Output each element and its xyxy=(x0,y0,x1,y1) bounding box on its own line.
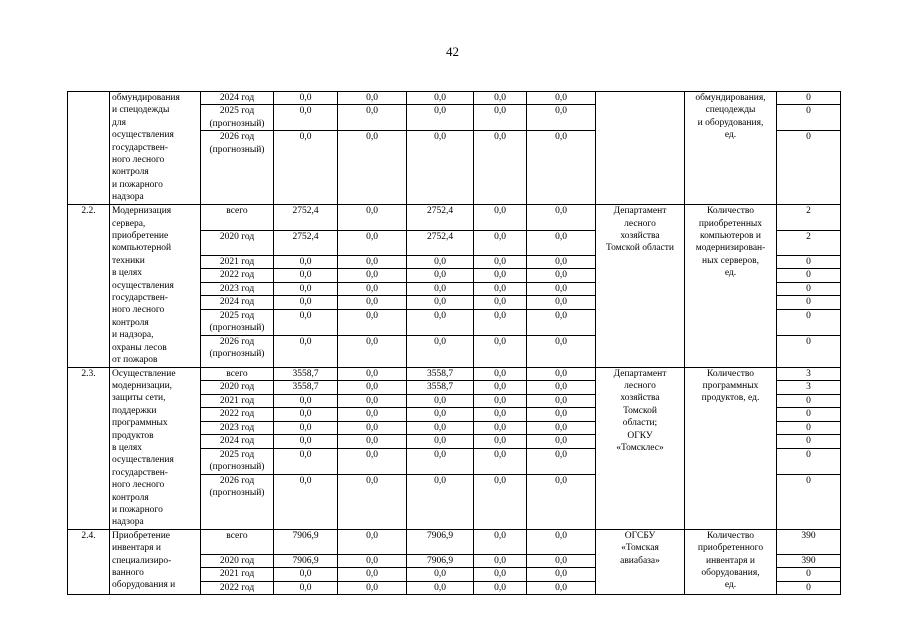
year-line: (прогнозный) xyxy=(209,462,265,473)
item-name-line: компьютерной xyxy=(112,243,172,254)
federal-amount: 0,0 xyxy=(338,205,407,230)
regional-amount: 2752,4 xyxy=(407,205,474,230)
local-amount: 0,0 xyxy=(474,282,527,296)
indicator-line: и оборудования, xyxy=(697,117,764,128)
item-name-line: государствен- xyxy=(112,467,168,478)
year-line: 2026 год xyxy=(219,476,255,486)
total-amount: 0,0 xyxy=(274,475,338,530)
local-amount: 0,0 xyxy=(474,269,527,283)
year-line: всего xyxy=(226,368,248,379)
federal-amount: 0,0 xyxy=(338,421,407,435)
item-name-line: от пожаров xyxy=(112,355,158,366)
total-amount: 0,0 xyxy=(274,408,338,422)
result-value: 2 xyxy=(777,205,841,230)
executor-line: Департамент xyxy=(613,206,667,217)
indicator-line: ед. xyxy=(724,580,737,591)
regional-amount: 7906,9 xyxy=(407,529,474,554)
executor-line: ОГКУ xyxy=(627,430,653,441)
item-name-line: поддержки xyxy=(112,405,157,416)
local-amount: 0,0 xyxy=(474,554,527,567)
item-name-line: осуществления xyxy=(112,280,174,291)
local-amount: 0,0 xyxy=(474,581,527,594)
federal-amount: 0,0 xyxy=(338,381,407,395)
regional-amount: 0,0 xyxy=(407,421,474,435)
regional-amount: 0,0 xyxy=(407,435,474,449)
extrabudget-amount: 0,0 xyxy=(527,475,596,530)
year-cell xyxy=(201,529,274,554)
extrabudget-amount: 0,0 xyxy=(527,408,596,422)
item-name-line: и надзора, xyxy=(112,330,154,341)
local-amount: 0,0 xyxy=(474,131,527,205)
total-amount: 0,0 xyxy=(274,282,338,296)
regional-amount: 0,0 xyxy=(407,92,474,105)
item-number xyxy=(68,92,110,205)
year-line: (прогнозный) xyxy=(209,118,265,129)
page-number: 42 xyxy=(446,44,459,59)
federal-amount: 0,0 xyxy=(338,255,407,269)
item-name-line: продуктов xyxy=(112,430,154,441)
extrabudget-amount: 0,0 xyxy=(527,394,596,408)
indicator-line: инвентаря и xyxy=(706,555,755,566)
item-name-line: надзора xyxy=(112,192,144,203)
executor-line: авиабаза» xyxy=(620,555,660,566)
federal-amount: 0,0 xyxy=(338,554,407,567)
local-amount: 0,0 xyxy=(474,336,527,367)
local-amount: 0,0 xyxy=(474,421,527,435)
extrabudget-amount: 0,0 xyxy=(527,92,596,105)
year-line: 2024 год xyxy=(219,297,255,308)
extrabudget-amount: 0,0 xyxy=(527,529,596,554)
result-value: 390 xyxy=(777,529,841,554)
result-value: 0 xyxy=(777,282,841,296)
executor-cell xyxy=(596,205,685,367)
year-line: всего xyxy=(226,206,248,217)
item-number: 2.3. xyxy=(68,367,110,529)
item-name-line: ного лесного xyxy=(112,155,165,166)
item-name-line: контроля xyxy=(112,492,149,503)
extrabudget-amount: 0,0 xyxy=(527,131,596,205)
extrabudget-amount: 0,0 xyxy=(527,554,596,567)
indicator-cell xyxy=(685,205,777,367)
extrabudget-amount: 0,0 xyxy=(527,309,596,335)
year-line: 2020 год xyxy=(219,231,255,242)
item-name-line: и пожарного xyxy=(112,179,163,190)
indicator-cell xyxy=(685,367,777,529)
federal-amount: 0,0 xyxy=(338,408,407,422)
indicator-line: компьютеров и xyxy=(700,231,761,242)
table-row xyxy=(68,367,841,381)
regional-amount: 0,0 xyxy=(407,448,474,474)
executor-line: Томской области xyxy=(606,243,674,254)
year-line: (прогнозный) xyxy=(209,144,265,155)
item-name-line: государствен- xyxy=(112,142,168,153)
item-name-line: техники xyxy=(112,255,145,266)
regional-amount: 2752,4 xyxy=(407,230,474,255)
regional-amount: 0,0 xyxy=(407,296,474,310)
year-line: 2024 год xyxy=(219,93,255,103)
local-amount: 0,0 xyxy=(474,309,527,335)
local-amount: 0,0 xyxy=(474,296,527,310)
item-name-line: Модернизация xyxy=(112,206,172,217)
total-amount: 0,0 xyxy=(274,581,338,594)
year-line: 2021 год xyxy=(219,569,255,580)
year-cell xyxy=(201,309,274,335)
year-line: 2025 год xyxy=(219,449,255,460)
local-amount: 0,0 xyxy=(474,435,527,449)
item-number: 2.2. xyxy=(68,205,110,367)
year-line: (прогнозный) xyxy=(209,488,265,499)
table-row xyxy=(68,529,841,554)
item-name-line: охраны лесов xyxy=(112,342,167,353)
result-value: 0 xyxy=(777,131,841,205)
local-amount: 0,0 xyxy=(474,475,527,530)
item-name xyxy=(110,367,201,529)
item-name xyxy=(110,529,201,594)
year-line: 2021 год xyxy=(219,395,255,406)
year-cell xyxy=(201,435,274,449)
total-amount: 2752,4 xyxy=(274,230,338,255)
local-amount: 0,0 xyxy=(474,381,527,395)
item-name-line: Приобретение xyxy=(112,530,170,541)
federal-amount: 0,0 xyxy=(338,529,407,554)
year-line: 2022 год xyxy=(219,409,255,420)
item-name xyxy=(110,205,201,367)
regional-amount: 0,0 xyxy=(407,269,474,283)
indicator-line: оборудования, xyxy=(701,568,760,578)
regional-amount: 0,0 xyxy=(407,475,474,530)
total-amount: 0,0 xyxy=(274,309,338,335)
year-line: 2023 год xyxy=(219,283,255,294)
year-line: 2024 год xyxy=(219,436,255,447)
indicator-cell xyxy=(685,92,777,205)
year-cell xyxy=(201,381,274,395)
item-name-line: оборудования и xyxy=(112,580,176,591)
executor-line: Томской xyxy=(623,405,657,416)
total-amount: 2752,4 xyxy=(274,205,338,230)
item-name-line: специализиро- xyxy=(112,555,172,566)
regional-amount: 7906,9 xyxy=(407,554,474,567)
result-value: 0 xyxy=(777,448,841,474)
local-amount: 0,0 xyxy=(474,408,527,422)
regional-amount: 0,0 xyxy=(407,408,474,422)
item-name-line: в целях xyxy=(112,268,143,279)
total-amount: 0,0 xyxy=(274,269,338,283)
indicator-line: Количество xyxy=(706,530,755,541)
activity-funding-table xyxy=(67,91,841,595)
federal-amount: 0,0 xyxy=(338,131,407,205)
indicator-cell xyxy=(685,529,777,594)
year-cell xyxy=(201,255,274,269)
extrabudget-amount: 0,0 xyxy=(527,421,596,435)
table-row xyxy=(68,205,841,230)
result-value: 0 xyxy=(777,421,841,435)
result-value: 0 xyxy=(777,408,841,422)
item-name-line: осуществления xyxy=(112,455,174,466)
result-value: 0 xyxy=(777,336,841,367)
item-name-line: модернизации, xyxy=(112,380,173,391)
extrabudget-amount: 0,0 xyxy=(527,230,596,255)
local-amount: 0,0 xyxy=(474,230,527,255)
federal-amount: 0,0 xyxy=(338,568,407,581)
regional-amount: 0,0 xyxy=(407,336,474,367)
year-cell xyxy=(201,581,274,594)
year-cell xyxy=(201,394,274,408)
regional-amount: 3558,7 xyxy=(407,367,474,381)
total-amount: 3558,7 xyxy=(274,367,338,381)
item-name-line: и спецодежды xyxy=(112,105,170,116)
result-value: 0 xyxy=(777,394,841,408)
result-value: 0 xyxy=(777,568,841,581)
extrabudget-amount: 0,0 xyxy=(527,448,596,474)
year-cell xyxy=(201,421,274,435)
total-amount: 0,0 xyxy=(274,336,338,367)
indicator-line: спецодежды xyxy=(705,105,756,116)
indicator-line: обмундирования, xyxy=(695,93,766,103)
local-amount: 0,0 xyxy=(474,568,527,581)
year-cell xyxy=(201,92,274,105)
federal-amount: 0,0 xyxy=(338,282,407,296)
federal-amount: 0,0 xyxy=(338,92,407,105)
table-body xyxy=(68,92,841,595)
year-line: 2020 год xyxy=(219,382,255,393)
indicator-line: продуктов, ед. xyxy=(701,393,760,404)
local-amount: 0,0 xyxy=(474,92,527,105)
year-line: (прогнозный) xyxy=(209,323,265,334)
year-cell xyxy=(201,448,274,474)
extrabudget-amount: 0,0 xyxy=(527,255,596,269)
indicator-line: ед. xyxy=(724,130,737,141)
local-amount: 0,0 xyxy=(474,448,527,474)
item-name xyxy=(110,92,201,205)
indicator-line: программных xyxy=(702,380,759,391)
result-value: 2 xyxy=(777,230,841,255)
result-value: 0 xyxy=(777,269,841,283)
indicator-line: приобретенного xyxy=(697,543,764,554)
total-amount: 0,0 xyxy=(274,421,338,435)
executor-line: хозяйства xyxy=(620,231,660,242)
executor-line: области; xyxy=(622,418,658,429)
item-name-line: инвентаря и xyxy=(112,543,161,554)
item-name-line: программных xyxy=(112,418,168,429)
executor-line: «Томская xyxy=(621,543,659,554)
item-name-line: ного лесного xyxy=(112,480,165,491)
item-name-line: Осуществление xyxy=(112,368,176,379)
local-amount: 0,0 xyxy=(474,205,527,230)
executor-line: лесного xyxy=(624,380,656,391)
year-cell xyxy=(201,554,274,567)
federal-amount: 0,0 xyxy=(338,394,407,408)
local-amount: 0,0 xyxy=(474,529,527,554)
result-value: 0 xyxy=(777,475,841,530)
year-line: 2022 год xyxy=(219,582,255,593)
table-row xyxy=(68,92,841,105)
total-amount: 0,0 xyxy=(274,255,338,269)
item-name-line: и пожарного xyxy=(112,504,163,515)
federal-amount: 0,0 xyxy=(338,475,407,530)
total-amount: 0,0 xyxy=(274,296,338,310)
result-value: 390 xyxy=(777,554,841,567)
extrabudget-amount: 0,0 xyxy=(527,282,596,296)
result-value: 0 xyxy=(777,435,841,449)
total-amount: 0,0 xyxy=(274,131,338,205)
year-cell xyxy=(201,475,274,530)
total-amount: 0,0 xyxy=(274,435,338,449)
executor-line: лесного xyxy=(624,218,656,229)
regional-amount: 0,0 xyxy=(407,131,474,205)
extrabudget-amount: 0,0 xyxy=(527,435,596,449)
regional-amount: 0,0 xyxy=(407,282,474,296)
year-cell xyxy=(201,230,274,255)
item-name-line: надзора xyxy=(112,517,144,528)
year-line: всего xyxy=(226,530,248,541)
year-cell xyxy=(201,296,274,310)
local-amount: 0,0 xyxy=(474,105,527,131)
year-cell xyxy=(201,568,274,581)
item-name-line: контроля xyxy=(112,167,149,178)
total-amount: 0,0 xyxy=(274,394,338,408)
federal-amount: 0,0 xyxy=(338,448,407,474)
federal-amount: 0,0 xyxy=(338,105,407,131)
result-value: 0 xyxy=(777,105,841,131)
indicator-line: приобретенных xyxy=(698,218,763,229)
indicator-line: ных серверов, xyxy=(702,255,759,266)
year-line: 2025 год xyxy=(219,310,255,321)
total-amount: 7906,9 xyxy=(274,529,338,554)
executor-line: Департамент xyxy=(613,368,667,379)
year-cell xyxy=(201,408,274,422)
total-amount: 0,0 xyxy=(274,92,338,105)
year-line: 2021 год xyxy=(219,256,255,267)
indicator-line: Количество xyxy=(706,368,755,379)
item-name-line: контроля xyxy=(112,317,149,328)
item-name-line: защиты сети, xyxy=(112,393,166,404)
item-name-line: ванного xyxy=(112,568,144,578)
result-value: 0 xyxy=(777,92,841,105)
executor-cell xyxy=(596,529,685,594)
local-amount: 0,0 xyxy=(474,394,527,408)
item-name-line: приобретение xyxy=(112,231,169,242)
result-value: 0 xyxy=(777,296,841,310)
item-name-line: осуществления xyxy=(112,130,174,141)
extrabudget-amount: 0,0 xyxy=(527,269,596,283)
extrabudget-amount: 0,0 xyxy=(527,205,596,230)
result-value: 0 xyxy=(777,581,841,594)
result-value: 3 xyxy=(777,367,841,381)
year-line: (прогнозный) xyxy=(209,349,265,360)
executor-line: ОГСБУ xyxy=(624,530,656,541)
federal-amount: 0,0 xyxy=(338,230,407,255)
extrabudget-amount: 0,0 xyxy=(527,336,596,367)
year-cell xyxy=(201,367,274,381)
federal-amount: 0,0 xyxy=(338,309,407,335)
executor-cell xyxy=(596,92,685,205)
year-line: 2026 год xyxy=(219,132,255,143)
item-name-line: обмундирования xyxy=(112,93,180,103)
item-name-line: государствен- xyxy=(112,293,168,304)
regional-amount: 0,0 xyxy=(407,105,474,131)
regional-amount: 3558,7 xyxy=(407,381,474,395)
regional-amount: 0,0 xyxy=(407,394,474,408)
result-value: 3 xyxy=(777,381,841,395)
year-cell xyxy=(201,269,274,283)
federal-amount: 0,0 xyxy=(338,435,407,449)
federal-amount: 0,0 xyxy=(338,269,407,283)
item-name-line: сервера, xyxy=(112,218,146,229)
total-amount: 7906,9 xyxy=(274,554,338,567)
total-amount: 0,0 xyxy=(274,105,338,131)
federal-amount: 0,0 xyxy=(338,581,407,594)
year-cell xyxy=(201,336,274,367)
extrabudget-amount: 0,0 xyxy=(527,367,596,381)
regional-amount: 0,0 xyxy=(407,581,474,594)
result-value: 0 xyxy=(777,255,841,269)
year-cell xyxy=(201,131,274,205)
item-number: 2.4. xyxy=(68,529,110,594)
year-line: 2022 год xyxy=(219,270,255,281)
total-amount: 3558,7 xyxy=(274,381,338,395)
total-amount: 0,0 xyxy=(274,448,338,474)
extrabudget-amount: 0,0 xyxy=(527,105,596,131)
year-line: 2020 год xyxy=(219,555,255,566)
item-name-line: для xyxy=(112,117,126,128)
item-name-line: в целях xyxy=(112,442,143,453)
year-cell xyxy=(201,205,274,230)
year-line: 2025 год xyxy=(219,106,255,117)
extrabudget-amount: 0,0 xyxy=(527,296,596,310)
regional-amount: 0,0 xyxy=(407,255,474,269)
year-line: 2026 год xyxy=(219,337,255,348)
local-amount: 0,0 xyxy=(474,367,527,381)
item-name-line: ного лесного xyxy=(112,305,165,316)
local-amount: 0,0 xyxy=(474,255,527,269)
year-line: 2023 год xyxy=(219,422,255,433)
regional-amount: 0,0 xyxy=(407,309,474,335)
executor-line: хозяйства xyxy=(620,393,660,404)
total-amount: 0,0 xyxy=(274,568,338,581)
extrabudget-amount: 0,0 xyxy=(527,381,596,395)
indicator-line: ед. xyxy=(724,268,737,279)
indicator-line: Количество xyxy=(706,206,755,217)
result-value: 0 xyxy=(777,309,841,335)
executor-cell xyxy=(596,367,685,529)
federal-amount: 0,0 xyxy=(338,367,407,381)
extrabudget-amount: 0,0 xyxy=(527,568,596,581)
year-cell xyxy=(201,282,274,296)
extrabudget-amount: 0,0 xyxy=(527,581,596,594)
indicator-line: модернизирован- xyxy=(695,243,766,254)
regional-amount: 0,0 xyxy=(407,568,474,581)
executor-line: «Томсклес» xyxy=(616,442,664,453)
federal-amount: 0,0 xyxy=(338,336,407,367)
year-cell xyxy=(201,105,274,131)
federal-amount: 0,0 xyxy=(338,296,407,310)
